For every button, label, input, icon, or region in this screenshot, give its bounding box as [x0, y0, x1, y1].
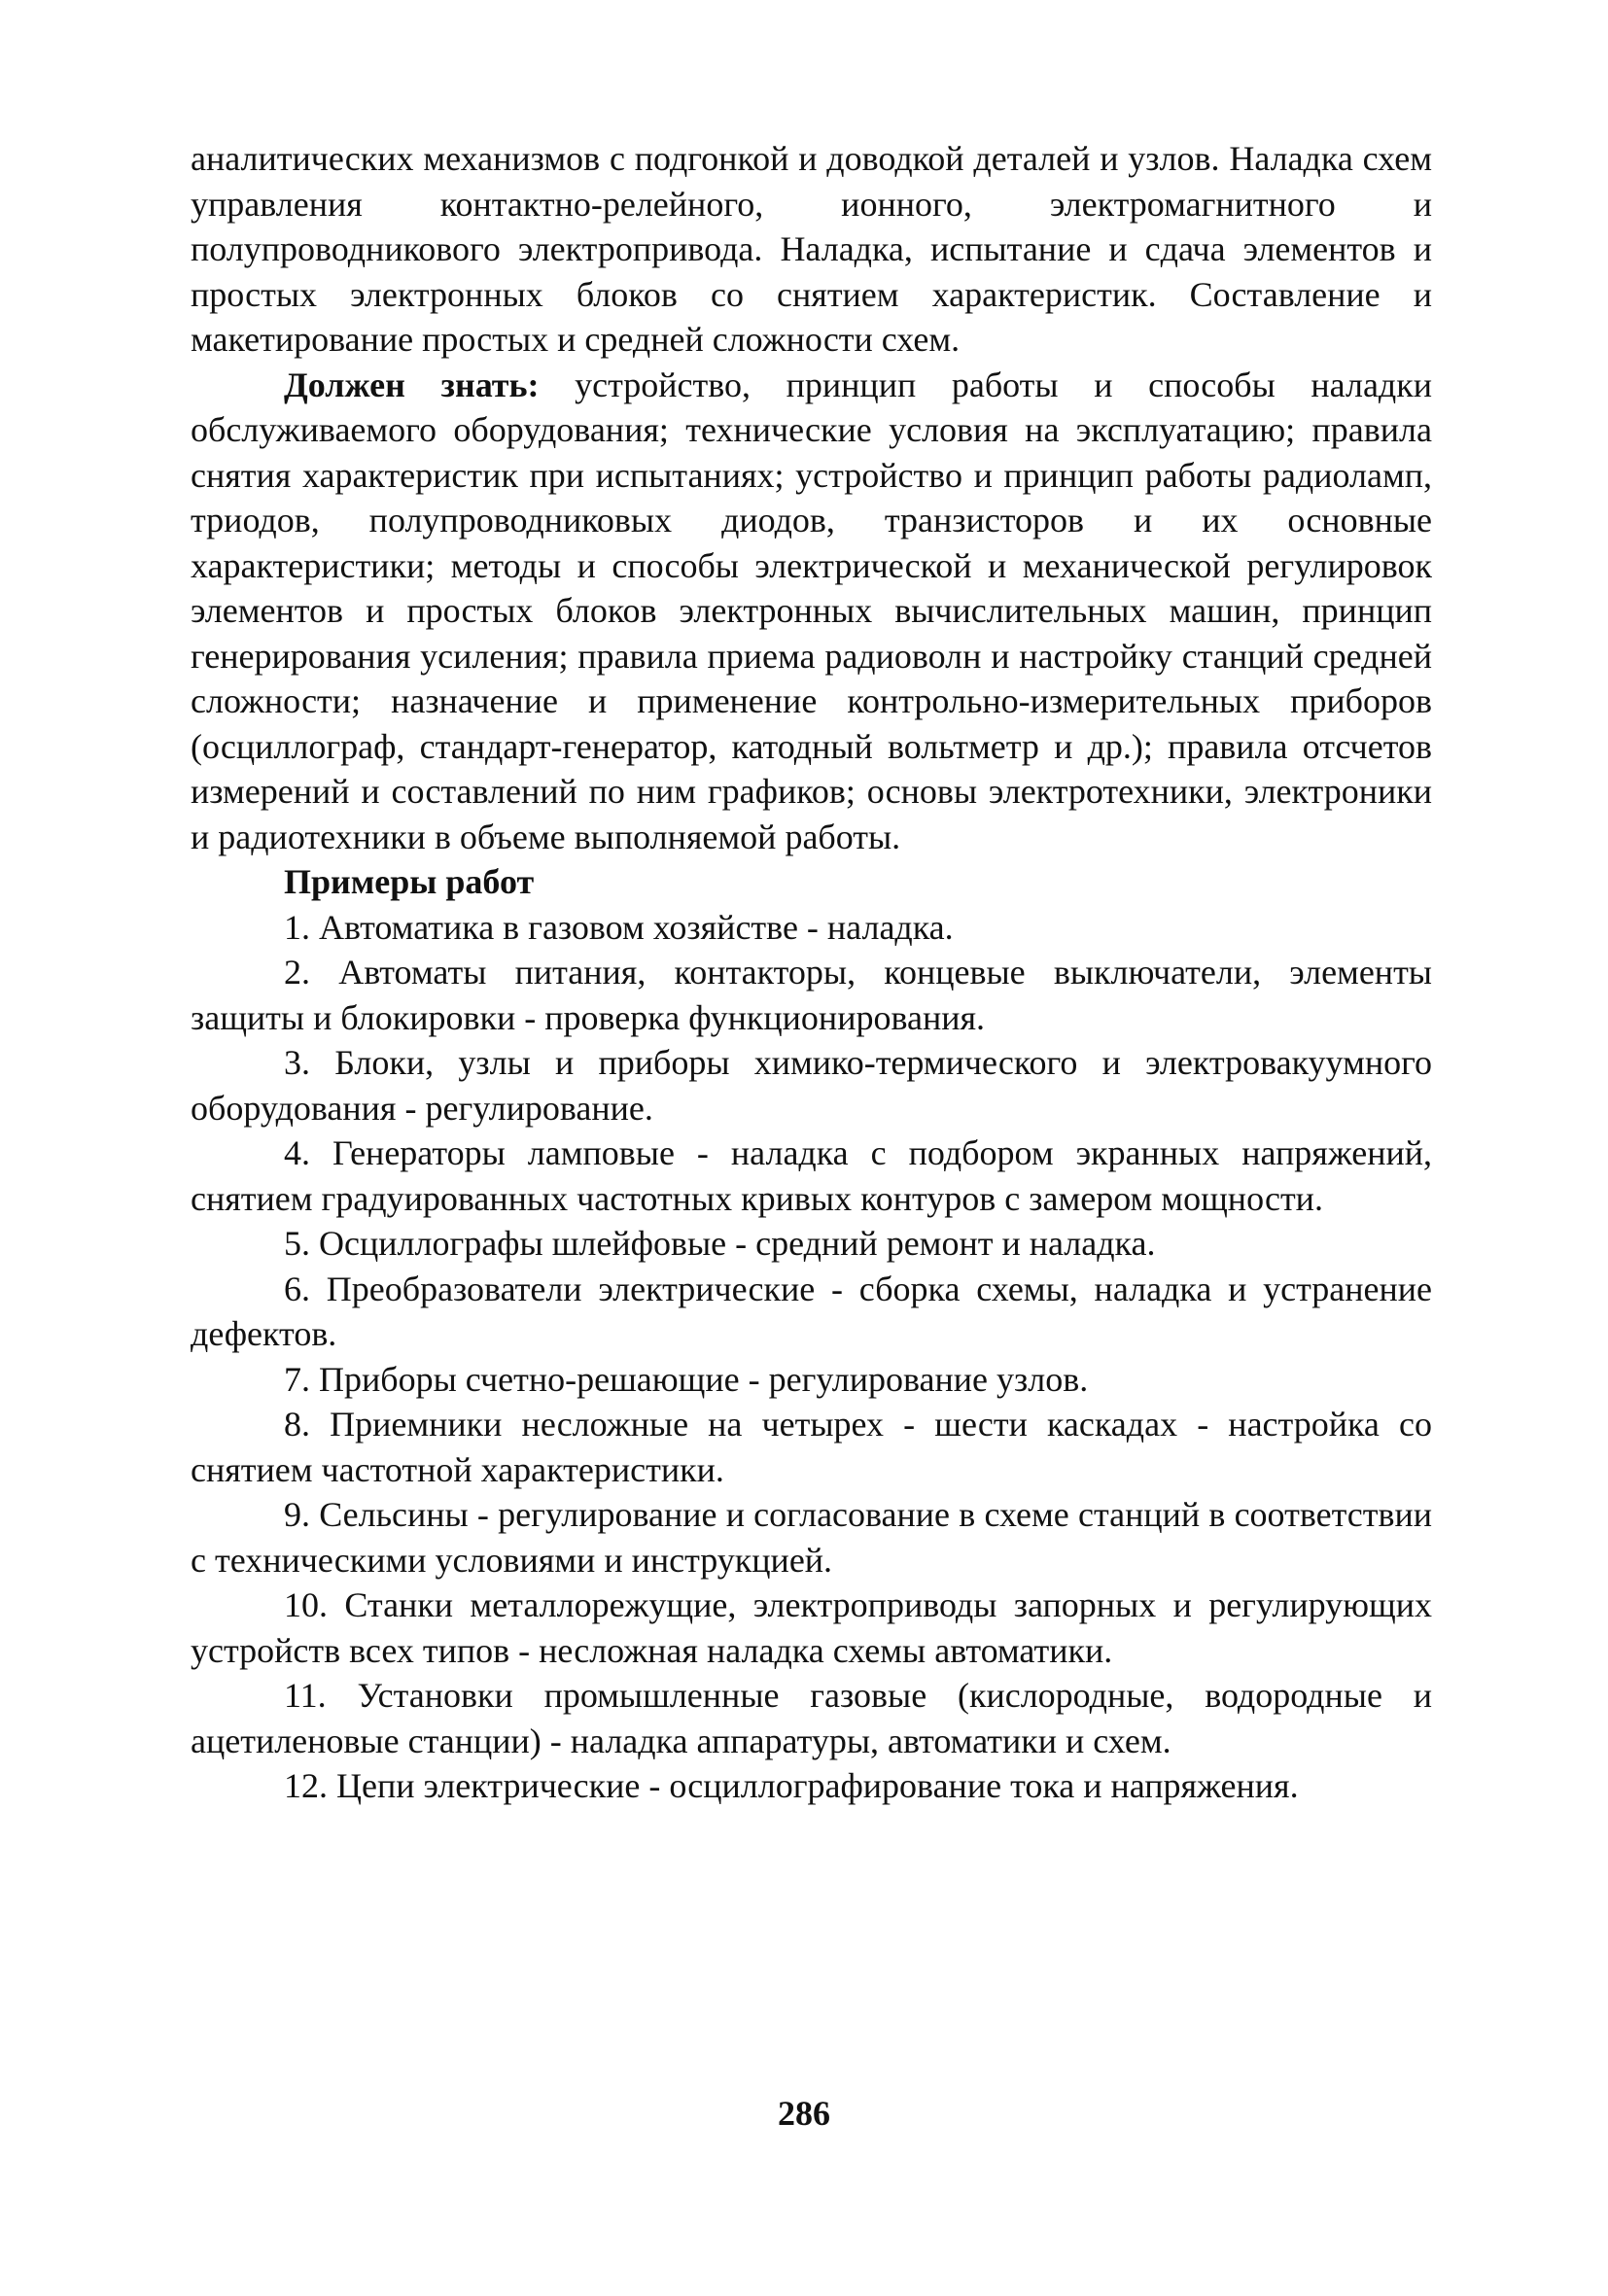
- must-know-paragraph: [191, 363, 1432, 860]
- must-know-text: устройство, принцип работы и способы наладки обслуживаемого оборудования; технические условия на эксплуатацию; правила снятия характеристик при испытаниях; устройство и принцип работы радиоламп, триодов, полупроводниковых диодов, транзисторов и их основные характеристики; методы и способы электрической и механической регулировок элементов и простых блоков электронных вычислительных машин, принцип генерирования усиления; правила приема радиоволн и настройку станций средней сложности; назначение и применение контрольно-измерительных приборов (осциллограф, стандарт-генератор, катодный вольтметр и др.); правила отсчетов измерений и составлений по ним графиков; основы электротехники, электроники и радиотехники в объеме выполняемой работы.: [191, 365, 1432, 856]
- list-item: 8. Приемники несложные на четырех - шести каскадах - настройка со снятием частотной характеристики.: [191, 1405, 1432, 1489]
- list-item: 11. Установки промышленные газовые (кислородные, водородные и ацетиленовые станции) - наладка аппаратуры, автоматики и схем.: [191, 1676, 1432, 1760]
- page-number: 286: [778, 2094, 830, 2133]
- list-item: 6. Преобразователи электрические - сборка схемы, наладка и устранение дефектов.: [191, 1269, 1432, 1353]
- list-item: 7. Приборы счетно-решающие - регулирование узлов.: [284, 1359, 1089, 1399]
- list-item: 4. Генераторы ламповые - наладка с подбором экранных напряжений, снятием градуированных частотных кривых контуров с замером мощности.: [191, 1133, 1432, 1218]
- examples-list: [191, 905, 1432, 1809]
- list-item: 1. Автоматика в газовом хозяйстве - наладка.: [284, 907, 954, 947]
- must-know-label: Должен знать:: [284, 365, 540, 404]
- examples-heading: Примеры работ: [284, 862, 535, 901]
- list-item: 10. Станки металлорежущие, электроприводы запорных и регулирующих устройств всех типов - несложная наладка схемы автоматики.: [191, 1585, 1432, 1670]
- document-page: [191, 136, 1432, 1809]
- list-item: 5. Осциллографы шлейфовые - средний ремонт и наладка.: [284, 1224, 1156, 1263]
- list-item: 2. Автоматы питания, контакторы, концевые выключатели, элементы защиты и блокировки - проверка функционирования.: [191, 953, 1432, 1037]
- list-item: 12. Цепи электрические - осциллографирование тока и напряжения.: [284, 1766, 1299, 1805]
- list-item: 3. Блоки, узлы и приборы химико-термического и электровакуумного оборудования - регулирование.: [191, 1043, 1432, 1128]
- list-item: 9. Сельсины - регулирование и согласование в схеме станций в соответствии с техническими условиями и инструкцией.: [191, 1495, 1432, 1580]
- intro-paragraph: аналитических механизмов с подгонкой и доводкой деталей и узлов. Наладка схем управления контактно-релейного, ионного, электромагнитного и полупроводникового электропривода. Наладка, испытание и сдача элементов и простых электронных блоков со снятием характеристик. Составление и макетирование простых и средней сложности схем.: [191, 139, 1432, 359]
